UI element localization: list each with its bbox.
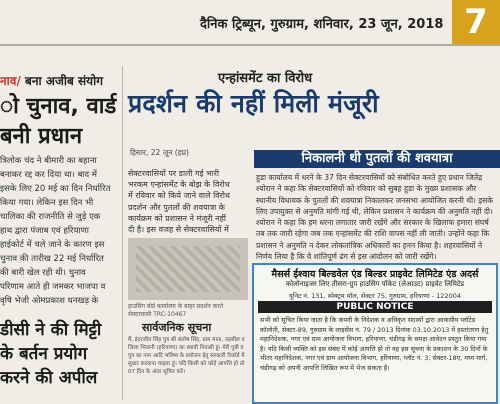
main-story-kicker: एन्हांसमेंट का विरोध xyxy=(218,71,313,86)
notice-address: यूनिट नं. 131, स्पेक्ट्रम मॉल, सेक्टर 75, गुरुग्राम, हरियाणा - 122004 xyxy=(289,292,461,300)
main-body-line: कार्यक्रम को प्रशासन ने मंजूरी नहीं xyxy=(128,213,226,223)
left-body-line: बनाकर रद्द कर दिया था। बाद में xyxy=(0,170,97,180)
public-notice-box xyxy=(252,263,498,404)
photo-caption-text: हाउसिंग बोर्ड कार्यालय के बाहर प्रदर्शन करते सेक्टरवासी xyxy=(128,303,224,318)
sub-story-body: हुडा कार्यालय में धरने के 37 दिन सेक्टरवासियों को संबोधित करते हुए प्रधान जितेंद्र श्योरान ने कहा कि सेक्टरवासियों को रविवार को सुबह हुडा के मुख्य प्रशासक और स्थानीय विधायक के पुतलों की शवयात्रा निकालकर जनसभा आयोजित करनी थी। इसके लिए उपायुक्त से अनुमति मांगी गई थी, लेकिन प्रशासन ने कार्यक्रम की अनुमति नहीं दी। श्योरान ने कहा कि हम धरना लगातार जारी रखेंगे और सरकार के खिलाफ हमारा संघर्ष तब तक जारी रहेगा जब तक एन्हांसमेंट की राशि वापस नहीं ली जाती। उन्होंने कहा कि प्रशासन ने अनुमति न देकर लोकतांत्रिक अधिकारों का हनन किया है। शहरवासियों ने निर्णय लिया है कि वे शांतिपूर्ण ढंग से इस आंदोलन को जारी रखेंगे। xyxy=(256,173,494,262)
photo-tag: TRC-10467 xyxy=(153,311,187,318)
left-body-line: वृषि भेजी ओमप्रकाश धनखड़ के xyxy=(0,296,99,306)
notice-heading: सार्वजनिक सूचना xyxy=(142,321,212,334)
left-body-line: चुनाव की तारीख 22 मई निर्धारित xyxy=(0,254,104,264)
notice-company: मैसर्स ईश्वाय बिल्डवेल एंड बिल्डर प्राइवेट लिमिटेड एंड अदर्स xyxy=(271,269,479,280)
notice-body: मैं, इंदरजीत सिंह पुत्र श्री संतोष सिंह, ग्राम माना, तहसील व जिला भिवानी (हरियाणा) का स्थायी निवासी हूं। मेरी पुत्री व पुत्र का नाम आदि भविष्य के प्रयोजन हेतु सरकारी रिकॉर्ड में सुधार करवाना चाहता हूं। यदि किसी को कोई आपत्ति हो तो 07 दिन के अंदर सूचित करें। xyxy=(128,337,245,375)
main-body-line: दी है। इस वजह से सेक्टरवासियों में xyxy=(128,225,229,235)
main-story-col1-text xyxy=(128,168,248,235)
masthead: दैनिक ट्रिब्यून, गुरुग्राम, शनिवार, 23 जून, 2018 xyxy=(200,17,444,32)
left-kicker-black: बना अजीब संयोग xyxy=(20,74,103,88)
left-body-line: इसके लिए 20 मई का दिन निर्धारित xyxy=(0,184,111,194)
photo-caption xyxy=(128,302,248,318)
left-story-body xyxy=(0,154,113,308)
column-rule xyxy=(122,66,123,400)
left-body-line: हाथ द्वारा पंजाब एवं हरियाणा xyxy=(0,226,90,236)
left-story-kicker xyxy=(0,72,120,89)
left-body-line: किया गया। लेकिन इस दिन भी xyxy=(0,198,94,208)
dateline: हिसार, 22 जून (हप्र) xyxy=(130,148,189,157)
left-body-line: परिणाम आते ही जमकर भाजपा व xyxy=(0,282,106,292)
main-body-line: भरकम एन्हांसमेंट के बोझ के विरोध xyxy=(128,180,230,190)
left-subheadline: डीसी ने की मिट्टी के बर्तन प्रयोग करने की अपील xyxy=(0,320,102,388)
page-number: 7 xyxy=(452,0,500,44)
header-divider xyxy=(0,44,500,46)
main-body-line: सेक्टरवासियों पर डाली गई भारी xyxy=(128,169,220,178)
sub-story-headline: निकालनी थी पुतलों की शवयात्रा xyxy=(254,150,500,168)
public-notice-band: PUBLIC NOTICE xyxy=(258,301,492,313)
left-kicker-red: नाव/ xyxy=(0,74,21,88)
protest-photo xyxy=(128,238,248,300)
main-body-line: प्रदर्शन और पुतलों की शवयात्रा के xyxy=(128,202,225,212)
notice-subtitle: कोलोनाइजर लिए तीसरा-ग्रुप हाउसिंग पॉकेट (लेआउट) प्राइवेट लिमिटेड xyxy=(285,280,465,288)
left-headline-line2: बनी प्रधान xyxy=(0,124,83,149)
public-notice-body: सभी को सूचित किया जाता है कि कंपनी के निदेशक व अधिकृत सदस्यों द्वारा आवासीय प्लॉटेड कॉलोनी, सेक्टर-89, गुरुग्राम के लाइसेंस नं. 79 / 2013 दिनांक 03.10.2013 में हस्तांतरण हेतु महानिदेशक, नगर एवं ग्राम आयोजना विभाग, हरियाणा, चंडीगढ़ के समक्ष आवेदन प्रस्तुत किया गया है। यदि किसी व्यक्ति को इस संबंध में कोई आपत्ति हो तो वह इस सूचना के प्रकाशन के 30 दिनों के भीतर महानिदेशक, नगर एवं ग्राम आयोजना विभाग, हरियाणा, प्लॉट नं. 3, सेक्टर-18ए, मध्य मार्ग, चंडीगढ़ को अपनी आपत्ति लिखित रूप में भेज सकता है। xyxy=(260,316,489,372)
left-headline-line1: ो चुनाव, वार्ड xyxy=(0,94,117,119)
left-body-line: की बारी खेल रही थी। चुनाव xyxy=(0,268,86,278)
main-body-line: में रविवार को किये जाने वाले विरोध xyxy=(128,191,230,201)
left-body-line: हाईकोर्ट में चले जाने के कारण इस xyxy=(0,240,105,250)
left-body-line: चालिका की राजनीति से जुड़े एक xyxy=(0,212,101,222)
main-headline: प्रदर्शन की नहीं मिली मंजूरी xyxy=(128,89,379,118)
left-body-line: त्रिलोक चंद ने बीमारी का बहाना xyxy=(0,156,97,166)
